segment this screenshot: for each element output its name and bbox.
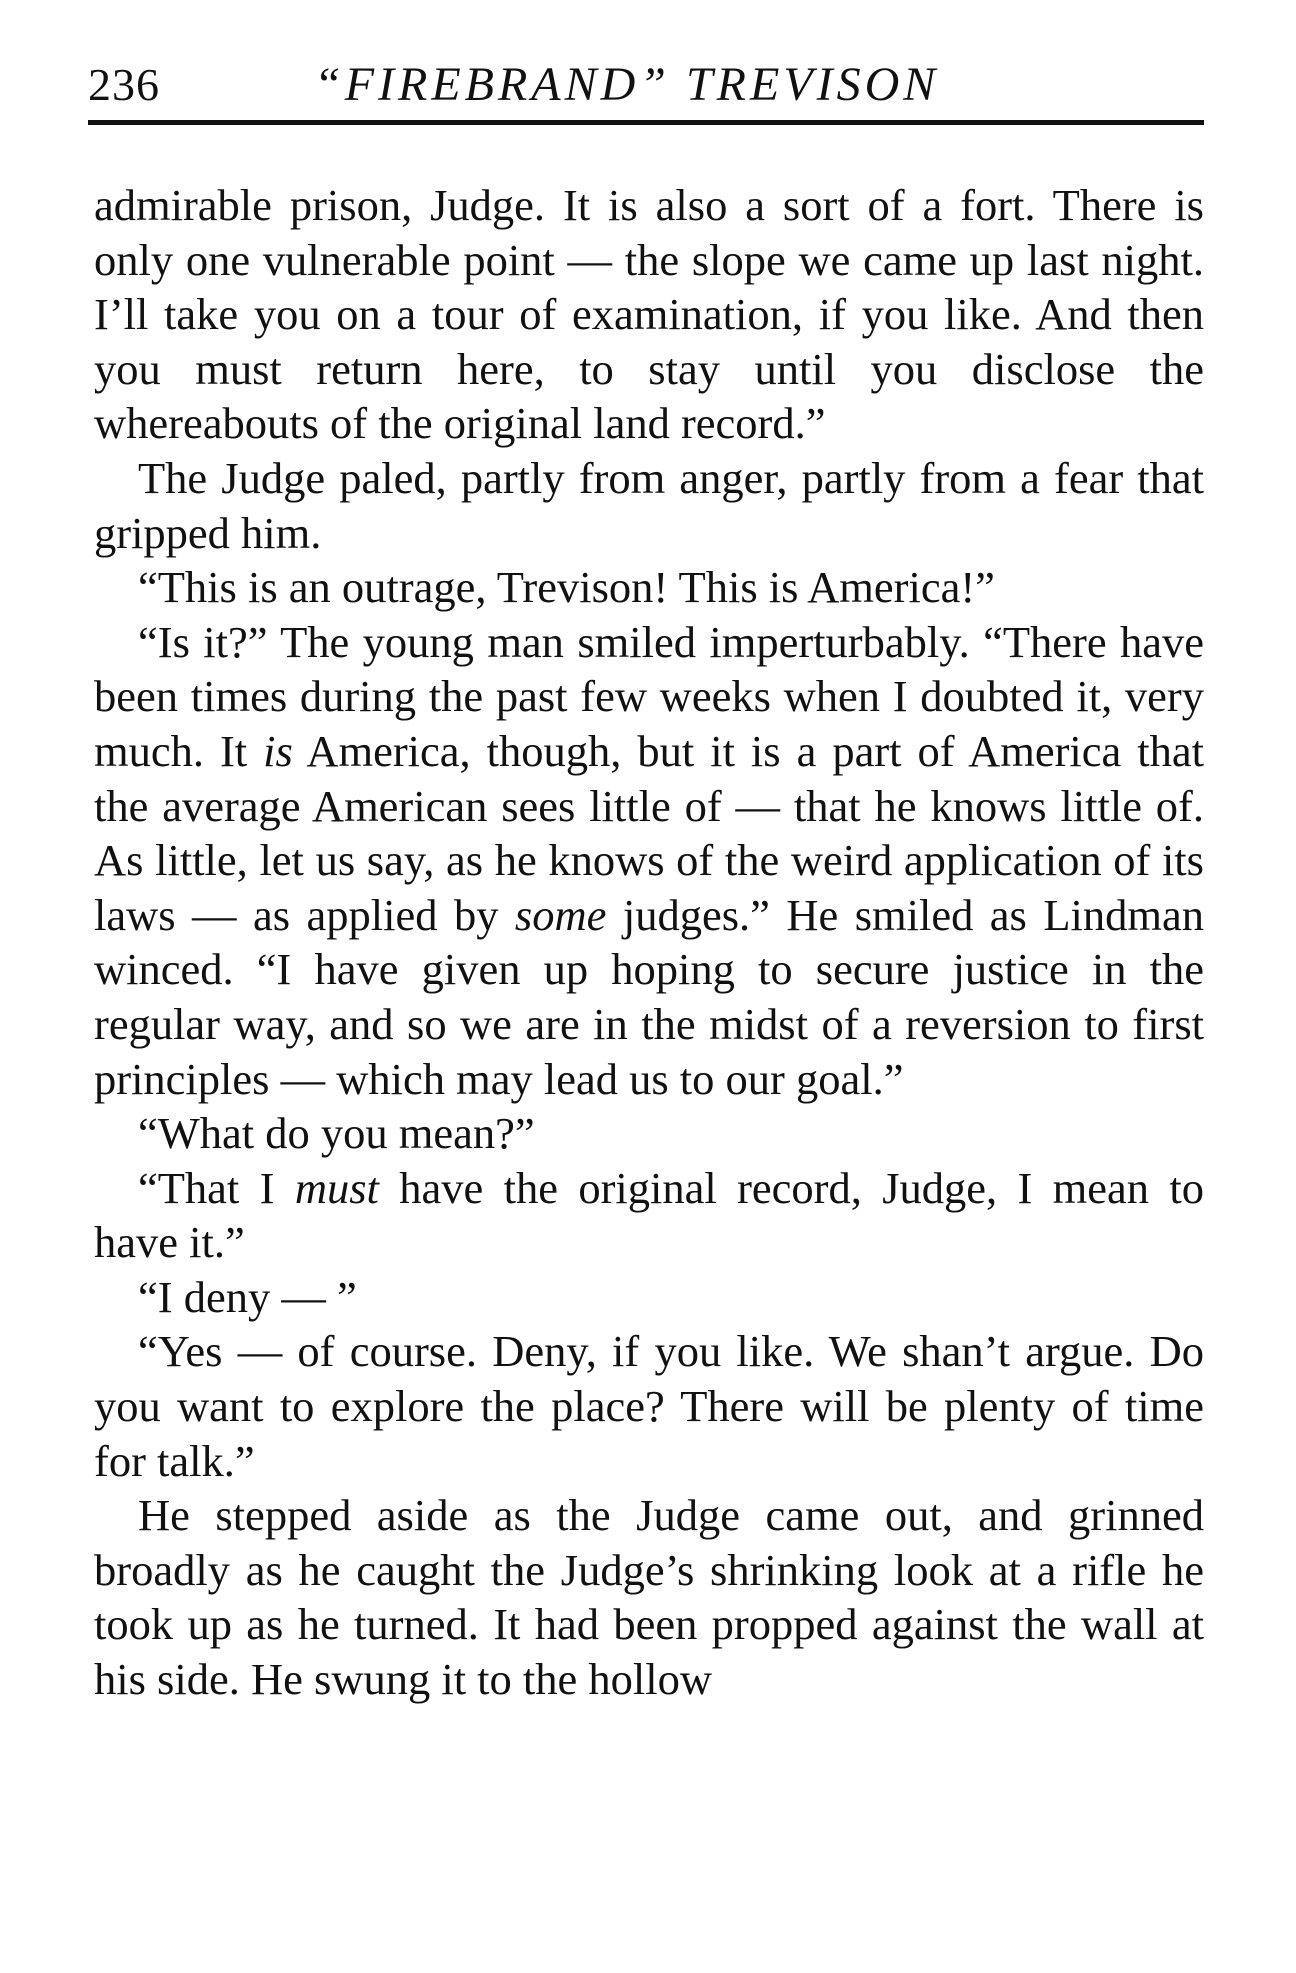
page-number: 236 (88, 59, 160, 110)
text-run: have the original record, Judge, I mean to have it.” (94, 1162, 1204, 1268)
text-run: America, though, but it is a part of America that the average American sees little of — that he knows little of. As little, let us say, as he knows of the weird application of its laws — as applied by (94, 725, 1204, 940)
paragraph (94, 560, 1204, 615)
paragraph (94, 178, 1204, 451)
running-title: “FIREBRAND” TREVISON (314, 58, 940, 111)
paragraph (94, 1324, 1204, 1488)
paragraph (94, 1270, 1204, 1325)
text-run: judges.” He smiled as Lindman winced. “I have given up hoping to secure justice in the regular way, and so we are in the midst of a reversion to first principles — which may lead us to our goal.” (94, 889, 1204, 1104)
text-run: The Judge paled, partly from anger, partly from a fear that gripped him. (94, 452, 1204, 558)
text-run: “Yes — of course. Deny, if you like. We shan’t argue. Do you want to explore the place? There will be plenty of time for talk.” (94, 1326, 1204, 1486)
text-run: He stepped aside as the Judge came out, and grinned broadly as he caught the Judge’s shrinking look at a rifle he took up as he turned. It had been propped against the wall at his side. He swung it to the hollow (94, 1490, 1204, 1705)
text-run: “That I (138, 1162, 295, 1213)
body-text (94, 178, 1204, 1707)
italic-run: is (263, 725, 293, 776)
paragraph (94, 1106, 1204, 1161)
paragraph (94, 615, 1204, 1106)
text-run: “Is it?” The young man smiled imperturbably. “There have been times during the past few weeks when I doubted it, very much. It (94, 616, 1204, 776)
paragraph (94, 1488, 1204, 1706)
page-header (88, 52, 1208, 118)
text-run: “This is an outrage, Trevison! This is America!” (138, 562, 995, 613)
italic-run: some (514, 889, 607, 940)
italic-run: must (294, 1162, 379, 1213)
text-run: “What do you mean?” (138, 1108, 535, 1159)
text-run: admirable prison, Judge. It is also a sort of a fort. There is only one vulnerable point — the slope we came up last night. I’ll take you on a tour of examination, if you like. And then you must return here, to stay until you disclose the whereabouts of the original land record.” (94, 180, 1204, 449)
paragraph (94, 451, 1204, 560)
text-run: “I deny — ” (138, 1271, 357, 1322)
paragraph (94, 1161, 1204, 1270)
header-rule (88, 120, 1204, 125)
